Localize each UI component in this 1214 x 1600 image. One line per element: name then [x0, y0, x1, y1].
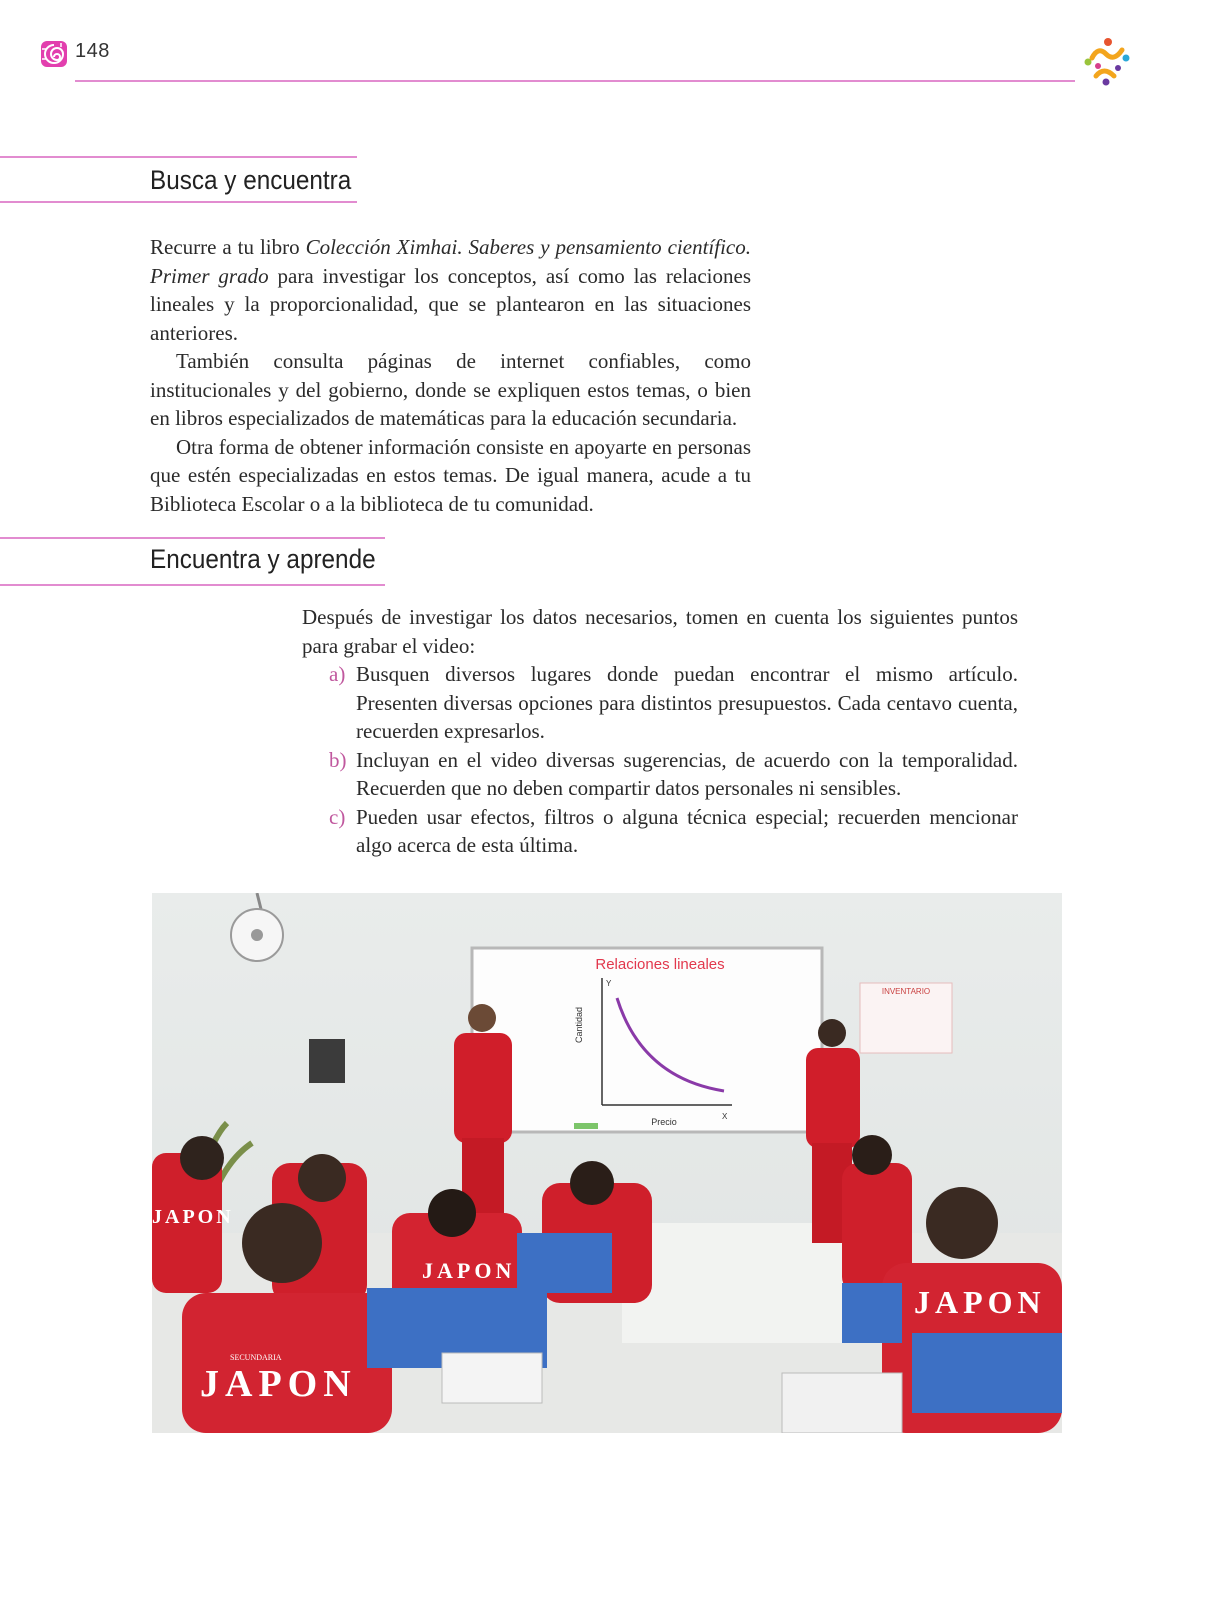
list-item: [329, 660, 1018, 746]
section-title: Encuentra y aprende: [150, 544, 376, 574]
board-x-axis: X: [722, 1112, 728, 1121]
section-body: [150, 233, 751, 518]
paragraph: También consulta páginas de internet confiables, como institucionales y del gobierno, donde se expliquen estos temas, o bien en libros especializados de matemáticas para la educación secundaria.: [150, 349, 751, 430]
list-item-text: Busquen diversos lugares donde puedan encontrar el mismo artículo. Presenten diversas opciones para distintos presupuestos. Cada centavo cuenta, recuerden expresarlos.: [356, 662, 1018, 743]
list-item-text: Incluyan en el video diversas sugerencias, de acuerdo con la temporalidad. Recuerden que no deben compartir datos personales ni sensibles.: [356, 747, 1018, 800]
wall-speaker: [309, 1039, 345, 1083]
list-marker: b): [329, 747, 347, 772]
jacket-text: JAPON: [200, 1363, 357, 1405]
board-y-axis: Y: [606, 979, 612, 988]
section-rule-top: [0, 537, 385, 539]
wall-poster: [860, 983, 952, 1053]
instruction-list: [329, 660, 1018, 860]
list-item: [329, 803, 1018, 860]
section-rule-bottom: [0, 584, 385, 586]
jacket-text: JAPON: [914, 1284, 1046, 1320]
poster-title: INVENTARIO: [881, 987, 931, 996]
board-title: Relaciones lineales: [595, 956, 725, 973]
paragraph: Otra forma de obtener información consiste en apoyarte en personas que estén especializadas en estos temas. De igual manera, acude a tu Biblioteca Escolar o a la biblioteca de tu comunidad.: [150, 434, 751, 516]
section-rule-top: [0, 156, 357, 158]
header-rule: [75, 80, 1075, 82]
colorful-people-logo-icon: [1078, 36, 1134, 86]
paragraph-text: Recurre a tu libro: [150, 235, 306, 259]
jacket-text: JAPON: [422, 1258, 516, 1283]
list-marker: c): [329, 804, 346, 829]
paragraph: [150, 233, 751, 347]
section-title: Busca y encuentra: [150, 165, 352, 195]
list-marker: a): [329, 662, 346, 686]
book-title: Colección Ximhai. Saberes y pensamiento científico. Primer grado: [150, 235, 751, 288]
whiteboard: [472, 948, 822, 1132]
paragraph-text: para investigar los conceptos, así como las relaciones lineales y la proporcionalidad, que se plantearon en las situaciones anteriores.: [150, 263, 751, 345]
classroom-photo: [152, 893, 1062, 1433]
paragraph: Después de investigar los datos necesarios, tomen en cuenta los siguientes puntos para grabar el video:: [302, 605, 1018, 658]
board-x-label: Precio: [651, 1117, 677, 1127]
list-item: [329, 746, 1018, 803]
jacket-text: JAPON: [152, 1206, 234, 1228]
pink-spiral-icon: [40, 40, 68, 68]
section-rule-bottom: [0, 201, 357, 203]
section-body: [302, 603, 1018, 860]
jacket-small-text: SECUNDARIA: [230, 1353, 282, 1362]
list-item-text: Pueden usar efectos, filtros o alguna técnica especial; recuerden mencionar algo acerca de esta última.: [356, 804, 1018, 857]
page-number: 148: [75, 40, 110, 62]
board-y-label: Cantidad: [574, 1006, 584, 1043]
